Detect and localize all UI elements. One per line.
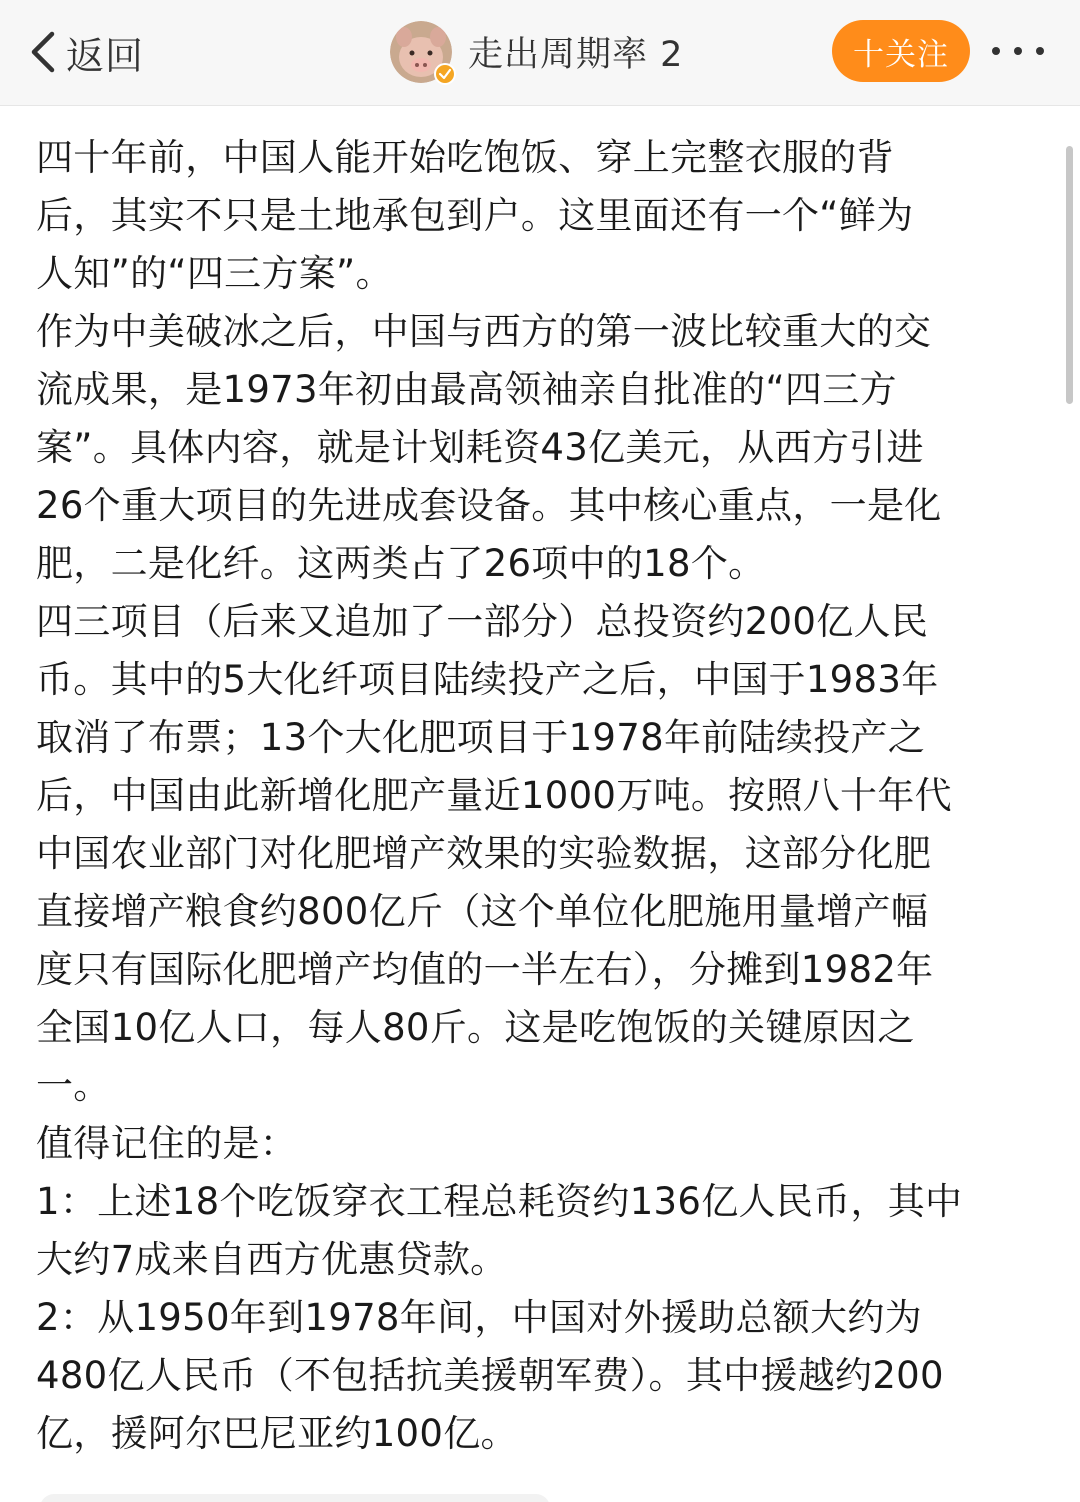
username[interactable]: 走出周期率 2 bbox=[468, 35, 684, 75]
article-line: 全国10亿人口，每人80斤。这是吃饱饭的关键原因之 bbox=[36, 1006, 915, 1049]
verified-badge-icon bbox=[434, 63, 456, 85]
article-line: 肥，二是化纤。这两类占了26项中的18个。 bbox=[36, 542, 766, 585]
article-line: 值得记住的是： bbox=[36, 1122, 298, 1165]
article-body bbox=[36, 129, 1048, 1463]
more-dots-icon[interactable] bbox=[988, 36, 1048, 66]
article-line: 后，其实不只是土地承包到户。这里面还有一个“鲜为 bbox=[36, 194, 914, 237]
article-line: 480亿人民币（不包括抗美援朝军费）。其中援越约200 bbox=[36, 1354, 944, 1397]
post-content-area[interactable] bbox=[0, 106, 1080, 1502]
back-label: 返回 bbox=[66, 33, 145, 78]
article-line: 大约7成来自西方优惠贷款。 bbox=[36, 1238, 508, 1281]
article-line: 作为中美破冰之后，中国与西方的第一波比较重大的交 bbox=[36, 310, 932, 353]
avatar-container[interactable] bbox=[390, 21, 452, 83]
back-button[interactable] bbox=[26, 22, 144, 82]
article-line: 四三项目（后来又追加了一部分）总投资约200亿人民 bbox=[36, 600, 929, 643]
article-line: 人知”的“四三方案”。 bbox=[36, 252, 393, 295]
author-info[interactable] bbox=[390, 20, 683, 84]
article-line: 亿，援阿尔巴尼亚约100亿。 bbox=[36, 1412, 518, 1455]
article-line: 币。其中的5大化纤项目陆续投产之后，中国于1983年 bbox=[36, 658, 939, 701]
article-line: 26个重大项目的先进成套设备。其中核心重点，一是化 bbox=[36, 484, 942, 527]
article-line: 2：从1950年到1978年间，中国对外援助总额大约为 bbox=[36, 1296, 922, 1339]
article-line: 案”。具体内容，就是计划耗资43亿美元，从西方引进 bbox=[36, 426, 924, 469]
article-line: 流成果，是1973年初由最高领袖亲自批准的“四三方 bbox=[36, 368, 897, 411]
follow-button[interactable]: 十关注 bbox=[832, 20, 970, 82]
scrollbar[interactable] bbox=[1066, 146, 1073, 404]
article-line: 1：上述18个吃饭穿衣工程总耗资约136亿人民币，其中 bbox=[36, 1180, 963, 1223]
article-line: 度只有国际化肥增产均值的一半左右），分摊到1982年 bbox=[36, 948, 934, 991]
article-line: 一。 bbox=[36, 1064, 111, 1107]
article-line: 中国农业部门对化肥增产效果的实验数据，这部分化肥 bbox=[36, 832, 932, 875]
chevron-left-icon bbox=[26, 28, 60, 76]
article-line: 四十年前，中国人能开始吃饱饭、穿上完整衣服的背 bbox=[36, 136, 894, 179]
bottom-bar-edge bbox=[40, 1494, 550, 1502]
article-line: 直接增产粮食约800亿斤（这个单位化肥施用量增产幅 bbox=[36, 890, 929, 933]
article-line: 取消了布票；13个大化肥项目于1978年前陆续投产之 bbox=[36, 716, 926, 759]
article-line: 后，中国由此新增化肥产量近1000万吨。按照八十年代 bbox=[36, 774, 952, 817]
top-nav-bar bbox=[0, 0, 1080, 106]
